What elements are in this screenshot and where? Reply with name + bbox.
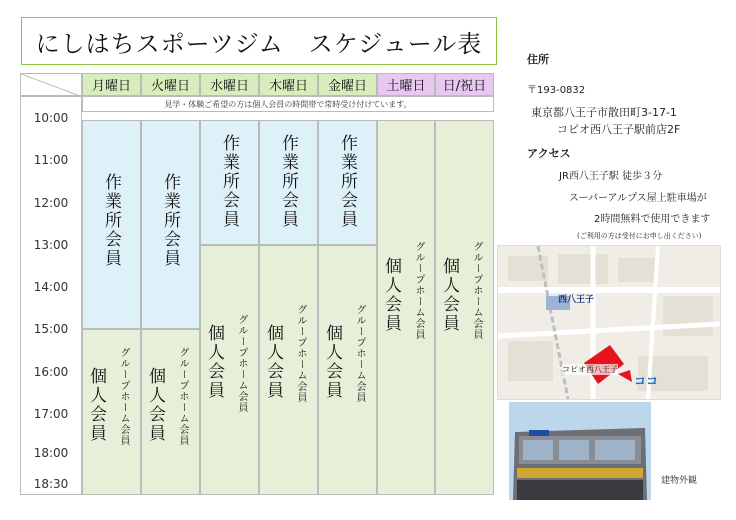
block-label: 個人会員 (263, 324, 283, 400)
wednesday-kojin-block (200, 245, 259, 495)
time-label: 11:00 (33, 153, 69, 167)
access-line-1: JR西八王子駅 徒歩３分 (559, 171, 663, 182)
header-friday: 金曜日 (318, 73, 377, 96)
block-sublabel: グループホーム会員 (118, 347, 129, 446)
block-label: 個人会員 (381, 257, 401, 333)
time-label: 15:00 (33, 322, 69, 336)
sunday-kojin-block (435, 120, 494, 495)
friday-sagyosho-block (318, 120, 377, 245)
access-heading: アクセス (527, 147, 571, 160)
header-sunday-holiday: 日/祝日 (435, 73, 494, 96)
map-building-label: コピオ西八王子 (562, 365, 618, 374)
block-sublabel: グループホーム会員 (413, 241, 424, 340)
block-label: 作業所会員 (278, 134, 298, 229)
header-corner (20, 73, 82, 96)
building-photo (509, 402, 651, 500)
time-label: 18:30 (33, 477, 69, 491)
header-tuesday: 火曜日 (141, 73, 200, 96)
block-sublabel: グループホーム会員 (354, 304, 365, 403)
location-map[interactable] (497, 245, 721, 400)
zip-code: 〒193-0832 (527, 85, 586, 96)
diagonal-line (21, 74, 83, 97)
time-label: 17:00 (33, 407, 69, 421)
time-label: 12:00 (33, 196, 69, 210)
block-label: 作業所会員 (160, 173, 180, 268)
wednesday-sagyosho-block (200, 120, 259, 245)
tuesday-kojin-block (141, 329, 200, 495)
time-label: 13:00 (33, 238, 69, 252)
map-here-label: ココ (634, 374, 659, 388)
block-sublabel: グループホーム会員 (295, 304, 306, 403)
block-label: 個人会員 (145, 367, 165, 443)
map-graphic (498, 246, 720, 399)
block-label: 作業所会員 (219, 134, 239, 229)
time-label: 16:00 (33, 365, 69, 379)
block-label: 個人会員 (204, 324, 224, 400)
block-label: 作業所会員 (101, 173, 121, 268)
friday-kojin-block (318, 245, 377, 495)
header-thursday: 木曜日 (259, 73, 318, 96)
block-sublabel: グループホーム会員 (471, 241, 482, 340)
monday-sagyosho-block (82, 120, 141, 329)
building-graphic (509, 402, 651, 500)
address-line-2: コピオ西八王子駅前店2F (557, 123, 681, 136)
access-line-3: 2時間無料で使用できます (594, 214, 711, 225)
time-label: 14:00 (33, 280, 69, 294)
block-sublabel: グループホーム会員 (236, 314, 247, 413)
saturday-kojin-block (377, 120, 435, 495)
block-label: 個人会員 (439, 257, 459, 333)
map-station-label: 西八王子 (558, 295, 595, 305)
header-wednesday: 水曜日 (200, 73, 259, 96)
schedule-table (20, 73, 494, 495)
access-note: (ご利用の方は受付にお申し出ください) (577, 232, 702, 240)
block-label: 個人会員 (322, 324, 342, 400)
thursday-sagyosho-block (259, 120, 318, 245)
photo-caption: 建物外観 (661, 476, 698, 486)
page-title: にしはちスポーツジム スケジュール表 (21, 17, 497, 65)
thursday-kojin-block (259, 245, 318, 495)
tuesday-sagyosho-block (141, 120, 200, 329)
block-sublabel: グループホーム会員 (177, 347, 188, 446)
block-label: 作業所会員 (337, 134, 357, 229)
time-label: 18:00 (33, 446, 69, 460)
block-label: 個人会員 (86, 367, 106, 443)
address-line-1: 東京都八王子市散田町3-17-1 (531, 106, 677, 119)
address-heading: 住所 (527, 53, 549, 66)
notice-row: 見学・体験ご希望の方は個人会員の時間帯で常時受け付けています。 (82, 96, 494, 112)
monday-kojin-block (82, 329, 141, 495)
time-label: 10:00 (33, 111, 69, 125)
header-saturday: 土曜日 (377, 73, 435, 96)
header-monday: 月曜日 (82, 73, 141, 96)
access-line-2: スーパーアルプス屋上駐車場が (569, 193, 707, 204)
